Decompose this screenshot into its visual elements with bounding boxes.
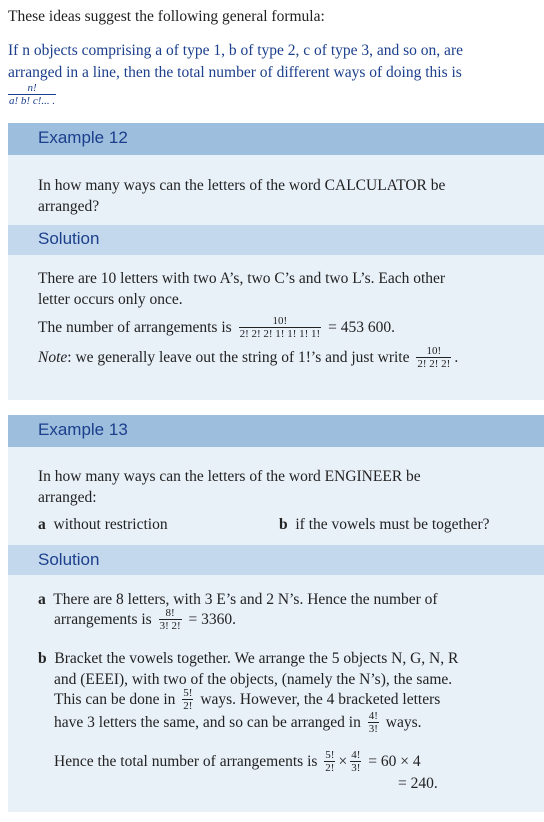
times-sign: × <box>338 753 348 770</box>
solution-b-line2: and (EEEI), with two of the objects, (namely the N’s), the same. <box>54 671 453 688</box>
part-b-text: if the vowels must be together? <box>295 516 490 533</box>
example-12-solution-line2: letter occurs only once. <box>38 291 183 308</box>
arrangements-fraction <box>239 316 322 340</box>
solution-b-line1 <box>38 648 458 669</box>
example-12-note <box>38 346 458 370</box>
fraction-denominator: 3! <box>351 762 361 775</box>
example-12-solution-title: Solution <box>38 229 100 248</box>
example-12-question-line2: arranged? <box>38 198 100 215</box>
arrangements-prefix: The number of arrangements is <box>38 319 232 336</box>
formula-denominator: a! b! c!... . <box>9 95 56 107</box>
total-fraction-2 <box>350 750 361 774</box>
solution-a-prefix: arrangements is <box>54 611 152 628</box>
line4-fraction <box>368 711 379 735</box>
note-fraction <box>416 346 451 370</box>
fraction-denominator: 3! 2! <box>159 620 181 633</box>
solution-a-text: There are 8 letters, with 3 E’s and 2 N’s. Hence the number of <box>53 591 438 608</box>
example-12-arrangements <box>38 316 395 340</box>
solution-b-line3 <box>54 688 440 712</box>
solution-a-fraction <box>159 608 182 632</box>
formula-fraction <box>8 83 56 107</box>
fraction-numerator: 8! <box>165 607 175 620</box>
fraction-numerator: 5! <box>183 687 193 700</box>
solution-b-label: b <box>38 650 47 667</box>
solution-a-result: = 3360. <box>188 611 237 628</box>
note-end: . <box>454 349 459 366</box>
intro-heading: These ideas suggest the following general formula: <box>8 8 325 25</box>
example-13-title: Example 13 <box>38 420 128 439</box>
fraction-denominator: 3! <box>368 723 378 736</box>
part-b-label: b <box>279 516 288 533</box>
line3-prefix: This can be done in <box>54 691 176 708</box>
total-fraction-1 <box>324 750 335 774</box>
formula-line2: arranged in a line, then the total number of different ways of doing this is <box>8 64 462 81</box>
fraction-denominator: 2! 2! 2! 1! 1! 1! 1! <box>239 328 321 341</box>
solution-a-line2 <box>54 608 236 632</box>
example-12-title: Example 12 <box>38 128 128 147</box>
example-13-part-b <box>279 514 490 535</box>
fraction-denominator: 2! <box>325 762 335 775</box>
total-result-1: = 60 × 4 <box>368 753 421 770</box>
total-result-2: = 240. <box>398 775 438 792</box>
arrangements-result: = 453 600. <box>328 319 395 336</box>
solution-a-line1 <box>38 589 438 610</box>
example-12-solution-line1: There are 10 letters with two A’s, two C’s and two L’s. Each other <box>38 270 446 287</box>
line3-fraction <box>182 688 193 712</box>
fraction-numerator: 5! <box>325 749 335 762</box>
example-13-question-line2: arranged: <box>38 489 97 506</box>
line4-prefix: have 3 letters the same, and so can be arranged in <box>54 714 361 731</box>
fraction-numerator: 4! <box>351 749 361 762</box>
note-text: : we generally leave out the string of 1!’s and just write <box>67 349 410 366</box>
example-13-solution-title: Solution <box>38 550 100 569</box>
fraction-denominator: 2! <box>183 700 193 713</box>
fraction-numerator: 10! <box>426 345 442 358</box>
solution-b-text1: Bracket the vowels together. We arrange the 5 objects N, G, N, R <box>54 650 459 667</box>
example-13-part-a <box>38 514 168 535</box>
formula-numerator: n! <box>27 82 37 94</box>
total-prefix: Hence the total number of arrangements is <box>54 753 318 770</box>
part-a-label: a <box>38 516 46 533</box>
fraction-numerator: 10! <box>272 315 288 328</box>
fraction-numerator: 4! <box>368 710 378 723</box>
fraction-denominator: 2! 2! 2! <box>417 358 451 371</box>
example-12-question-line1: In how many ways can the letters of the word CALCULATOR be <box>38 177 446 194</box>
example-13-question-line1: In how many ways can the letters of the word ENGINEER be <box>38 468 421 485</box>
note-label: Note <box>38 349 68 366</box>
formula-line1: If n objects comprising a of type 1, b of type 2, c of type 3, and so on, are <box>8 42 463 59</box>
solution-b-total <box>54 750 421 774</box>
part-a-text: without restriction <box>53 516 168 533</box>
solution-b-line4 <box>54 711 422 735</box>
solution-a-label: a <box>38 591 46 608</box>
line4-suffix: ways. <box>385 714 422 731</box>
line3-suffix: ways. However, the 4 bracketed letters <box>200 691 441 708</box>
